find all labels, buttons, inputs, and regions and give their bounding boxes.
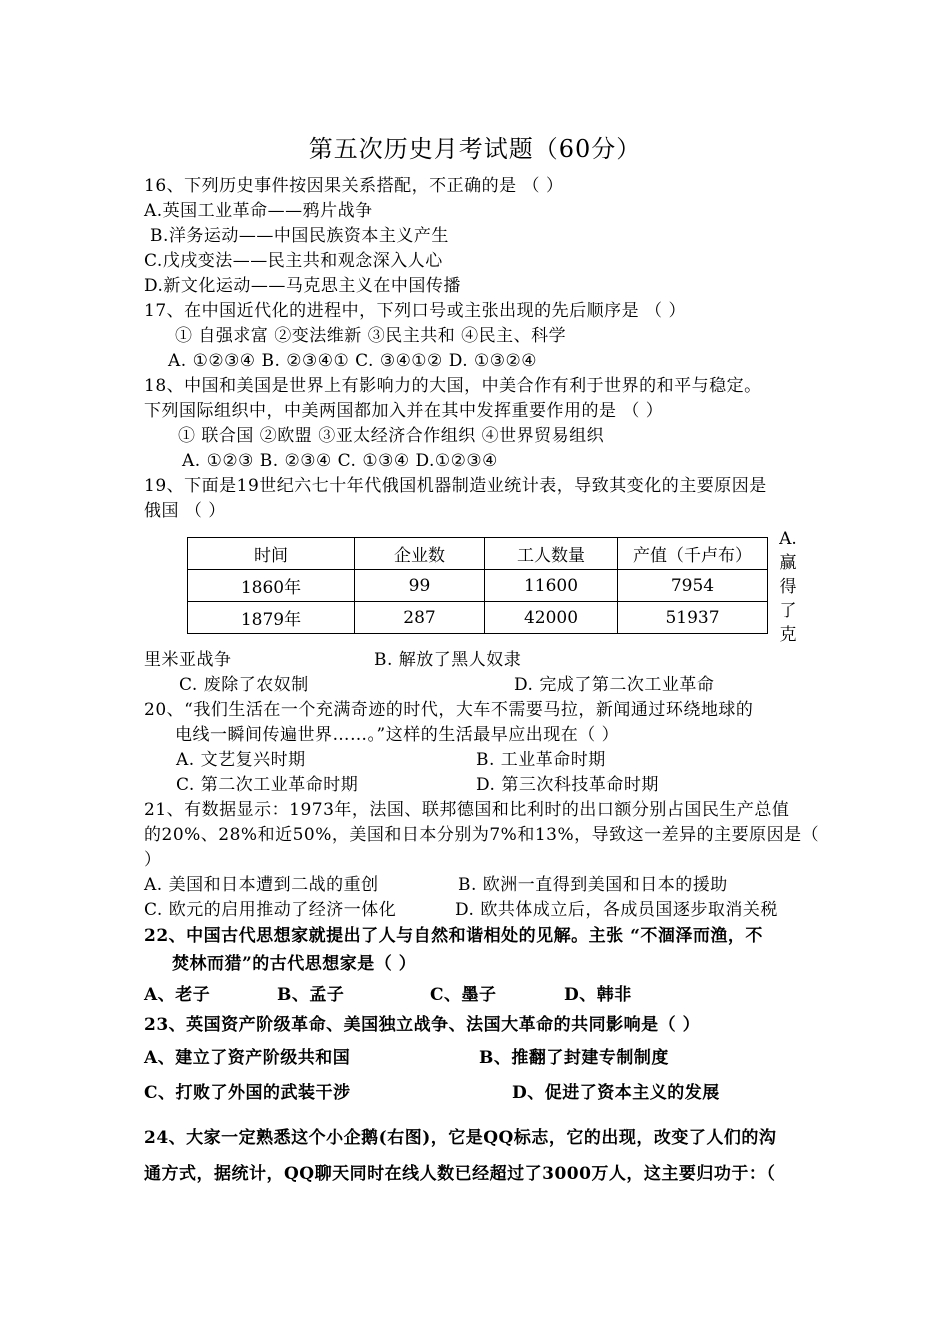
q20-option-b: B. 工业革命时期 [476, 750, 606, 770]
q21-stem-line3: ） [144, 850, 162, 870]
table-row [188, 602, 768, 634]
table-cell: 51937 [618, 602, 768, 634]
table-cell: 1879年 [188, 602, 355, 634]
q17-items: ① 自强求富 ②变法维新 ③民主共和 ④民主、科学 [175, 326, 567, 346]
page-title: 第五次历史月考试题（60分） [308, 135, 642, 163]
q16-option-a: A.英国工业革命——鸦片战争 [144, 201, 373, 221]
q23-stem: 23、英国资产阶级革命、美国独立战争、法国大革命的共同影响是（ ） [144, 1015, 701, 1035]
q16-option-b: B.洋务运动——中国民族资本主义产生 [150, 226, 449, 246]
q19-option-b: B. 解放了黑人奴隶 [374, 650, 522, 670]
q20-option-c: C. 第二次工业革命时期 [176, 775, 359, 795]
q23-option-a: A、建立了资产阶级共和国 [144, 1048, 351, 1068]
q22-option-d: D、韩非 [564, 985, 632, 1005]
q19-option-a-side-text: A.赢得了克 [779, 529, 797, 645]
q24-stem-line2: 通方式，据统计，QQ聊天同时在线人数已经超过了3000万人，这主要归功于：（ [144, 1164, 776, 1184]
q19-option-d: D. 完成了第二次工业革命 [514, 675, 715, 695]
q16-option-d: D.新文化运动——马克思主义在中国传播 [144, 276, 461, 296]
q18-stem-line1: 18、中国和美国是世界上有影响力的大国，中美合作有利于世界的和平与稳定。 [144, 376, 762, 396]
q19-stats-table [187, 537, 768, 634]
table-header-row [188, 538, 768, 570]
table-header-cell: 工人数量 [485, 538, 618, 570]
q21-option-a: A. 美国和日本遭到二战的重创 [144, 875, 379, 895]
q22-stem-line1: 22、中国古代思想家就提出了人与自然和谐相处的见解。主张 “不涸泽而渔，不 [144, 926, 763, 946]
q17-stem: 17、在中国近代化的进程中，下列口号或主张出现的先后顺序是 （ ） [144, 301, 686, 321]
table-cell: 11600 [485, 570, 618, 602]
q21-stem-line1: 21、有数据显示：1973年，法国、联邦德国和比利时的出口额分别占国民生产总值 [144, 800, 790, 820]
q19-option-c: C. 废除了农奴制 [179, 675, 309, 695]
q18-items: ① 联合国 ②欧盟 ③亚太经济合作组织 ④世界贸易组织 [178, 426, 605, 446]
table-header-cell: 时间 [188, 538, 355, 570]
q24-stem-line1: 24、大家一定熟悉这个小企鹅(右图)，它是QQ标志，它的出现，改变了人们的沟 [144, 1128, 777, 1148]
q22-option-a: A、老子 [144, 985, 211, 1005]
q23-option-b: B、推翻了封建专制制度 [479, 1048, 669, 1068]
table-row [188, 570, 768, 602]
table-header-cell: 企业数 [355, 538, 485, 570]
q21-option-d: D. 欧共体成立后，各成员国逐步取消关税 [455, 900, 778, 920]
q21-stem-line2: 的20%、28%和近50%，美国和日本分别为7%和13%，导致这一差异的主要原因是（ [144, 825, 820, 845]
q20-option-d: D. 第三次科技革命时期 [476, 775, 659, 795]
table-cell: 287 [355, 602, 485, 634]
q22-option-b: B、孟子 [277, 985, 345, 1005]
q17-options: A. ①②③④ B. ②③④① C. ③④①② D. ①③②④ [168, 351, 537, 371]
table-cell: 1860年 [188, 570, 355, 602]
q20-stem-line2: 电线一瞬间传遍世界……。”这样的生活最早应出现在（ ） [175, 725, 620, 745]
q23-option-d: D、促进了资本主义的发展 [512, 1083, 720, 1103]
q21-option-b: B. 欧洲一直得到美国和日本的援助 [458, 875, 728, 895]
table-cell: 99 [355, 570, 485, 602]
q18-stem-line2: 下列国际组织中，中美两国都加入并在其中发挥重要作用的是 （ ） [144, 401, 664, 421]
table-cell: 42000 [485, 602, 618, 634]
q21-option-c: C. 欧元的启用推动了经济一体化 [144, 900, 397, 920]
table-header-cell: 产值（千卢布） [618, 538, 768, 570]
q20-stem-line1: 20、“我们生活在一个充满奇迹的时代，大车不需要马拉，新闻通过环绕地球的 [144, 700, 754, 720]
q23-option-c: C、打败了外国的武装干涉 [144, 1083, 351, 1103]
q16-stem: 16、下列历史事件按因果关系搭配，不正确的是 （ ） [144, 176, 564, 196]
q19-stem-line1: 19、下面是19世纪六七十年代俄国机器制造业统计表，导致其变化的主要原因是 [144, 476, 767, 496]
q20-option-a: A. 文艺复兴时期 [176, 750, 306, 770]
q16-option-c: C.戊戌变法——民主共和观念深入人心 [144, 251, 443, 271]
q19-stem-line2: 俄国 （ ） [144, 501, 226, 521]
q22-stem-line2: 焚林而猎”的古代思想家是（ ） [172, 954, 417, 974]
q19-option-a-continued: 里米亚战争 [144, 650, 232, 670]
q18-options: A. ①②③ B. ②③④ C. ①③④ D.①②③④ [182, 451, 498, 471]
q22-option-c: C、墨子 [430, 985, 497, 1005]
table-cell: 7954 [618, 570, 768, 602]
